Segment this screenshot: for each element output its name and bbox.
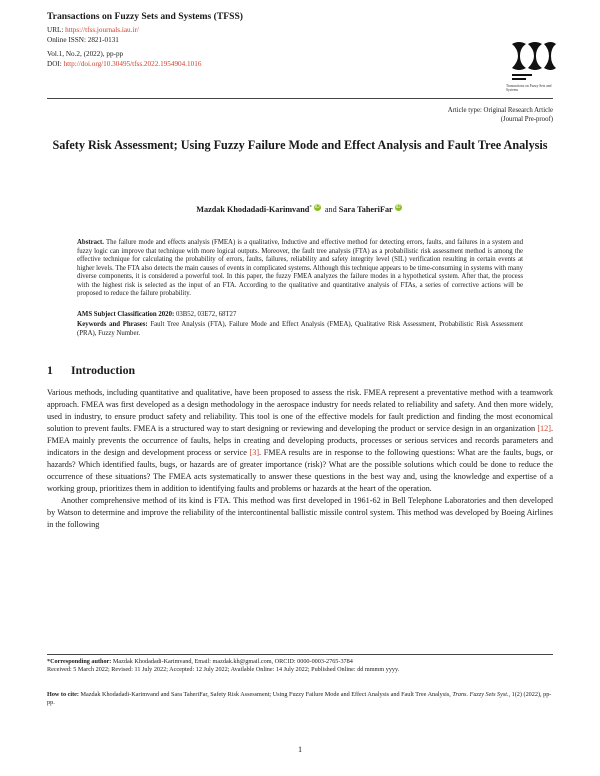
url-label: URL: — [47, 26, 64, 34]
paragraph-2: Another comprehensive method of its kind is FTA. This method was first developed in 1961-62 in Bell Telephone Laboratories and then developed by Watson to determine and improve the reliability of the intercontinental ballistic missile control system. This method was developed by Boeing Airlines in the following — [47, 496, 553, 529]
footnote-rule — [47, 654, 553, 655]
header-rule — [47, 98, 553, 99]
how-to-cite-label: How to cite: — [47, 691, 79, 698]
issn: Online ISSN: 2821-0131 — [47, 36, 119, 44]
keywords-label: Keywords and Phrases: — [77, 321, 148, 328]
citation-12[interactable]: [12] — [537, 424, 551, 433]
article-type-line: Article type: Original Research Article — [447, 107, 553, 114]
keywords-value: Fault Tree Analysis (FTA), Failure Mode and Effect Analysis (FMEA), Qualitative Risk Assessment, Probabilistic Risk Assessment (PRA), Fuzzy Number. — [77, 321, 523, 337]
author-1-name: Mazdak Khodadadi-Karimvand — [196, 205, 310, 214]
corresponding-mark: * — [309, 205, 312, 211]
paragraph-1-part-a: Various methods, including quantitative and qualitative, have been proposed to assess the risk. FMEA represent a preventative method with a teamwork approach. FMEA was first developed as a design methodology in the aerospace industry for needs related to reliability and safety. And then more widely, used in industry, to ensure product safety and reliability. This tool is one of the effective models for fault prediction and finding the most economical solution to prevent faults. FMEA is a structured way to start designing or reviewing and developing the product or service design in an organization — [47, 388, 553, 433]
msc-value: 03B52, 03E72, 68T27 — [175, 311, 237, 318]
body-text — [47, 387, 553, 531]
paragraph-1-part-c: . FMEA results are in response to the following questions: What are the faults, bugs, or hazards? Which identified faults, bugs, or hazards are of greater importance (risk)? What are the possible solutions which could be done to reduce the occurrence of these situations? The FMEA acts systematically to answer these questions in the best way and, using the knowledge and expertise of a working group, prioritizes them in addition to identifying faults and problems or hazards at the heart of the operation. — [47, 448, 554, 493]
article-dates: Received: 5 March 2022; Revised: 11 July 2022; Accepted: 12 July 2022; Available Online: 14 July 2022; Published Online: dd mmmm yyyy. — [47, 665, 400, 673]
volume-info: Vol.1, No.2, (2022), pp-pp — [47, 50, 124, 58]
author-2-name: Sara TaheriFar — [338, 205, 393, 214]
paper-title: Safety Risk Assessment; Using Fuzzy Failure Mode and Effect Analysis and Fault Tree Analysis — [52, 138, 548, 152]
journal-logo — [506, 40, 558, 84]
section-heading — [47, 363, 135, 378]
msc-label: AMS Subject Classification 2020: — [77, 311, 175, 318]
how-to-cite-journal: Trans. Fuzzy Sets Syst., — [452, 691, 511, 698]
how-to-cite-volume: 1(2) (2022), pp-pp. — [47, 691, 552, 706]
journal-url-link[interactable]: https://tfss.journals.iau.ir/ — [65, 26, 139, 34]
paragraph-1 — [47, 387, 553, 495]
corresponding-text: Mazdak Khodadadi-Karimvand, Email: mazdak.kh@gmail.com, ORCID: 0000-0003-2765-3784 — [112, 658, 353, 665]
paragraph-1-part-b: . FMEA mainly prevents the occurrence of faults, helps in creating and developing products, processes or serious services and records parameters and indicators in the design and development process or service — [47, 424, 553, 457]
how-to-cite — [47, 691, 553, 706]
doi-link[interactable]: http://doi.org/10.30495/tfss.2022.1954904.1016 — [63, 60, 202, 68]
footnote — [47, 658, 553, 673]
abstract — [77, 239, 523, 299]
doi-label: DOI: — [47, 60, 62, 68]
corresponding-author — [47, 658, 553, 666]
logo-caption: Transactions on Fuzzy Sets and Systems — [506, 84, 552, 93]
abstract-label: Abstract. — [77, 239, 104, 246]
orcid-icon[interactable]: iD — [395, 204, 401, 210]
doi-line — [47, 59, 201, 69]
article-type — [448, 106, 553, 124]
section-title: Introduction — [71, 363, 136, 377]
journal-url-line — [47, 25, 139, 35]
page-number: 1 — [297, 745, 303, 754]
how-to-cite-text: Mazdak Khodadadi-Karimvand and Sara TaheriFar, Safety Risk Assessment; Using Fuzzy Failure Mode and Effect Analysis and Fault Tree Analysis, — [80, 691, 451, 698]
author-connector: and — [324, 205, 337, 214]
article-status-line: (Journal Pre-proof) — [500, 116, 553, 123]
citation-3[interactable]: [3] — [249, 448, 260, 457]
orcid-icon[interactable]: iD — [314, 204, 320, 210]
journal-title: Transactions on Fuzzy Sets and Systems (TFSS) — [47, 11, 243, 22]
section-number: 1 — [47, 363, 53, 377]
msc-classification — [77, 311, 236, 318]
corresponding-label: *Corresponding author: — [47, 658, 112, 665]
abstract-text: The failure mode and effects analysis (FMEA) is a qualitative, Inductive and effective method for detecting errors, faults, and failures in a system and fuzzy logic can improve that technique with more logical outputs. Moreover, the fault tree analysis (FTA) as a probabilistic risk assessment method is among the effective technique for calculating the probability of errors, faults, failures, reliability and safety integrity level (SIL) verification resulting in certain events at higher levels. The FTA also detects the main causes of events in complicated systems. Although this technique appears to be time-consuming in systems with many diverse components, it is considered a powerful tool. In this paper, the fuzzy FMEA analyzes the failure modes in a hypothetical system. After that, the process with the highest risk is selected as the input of an FTA. According to the qualitative and quantitative analysis of FTAs, a series of corrective actions will be proposed to reduce the failure probability. — [77, 239, 523, 297]
keywords — [77, 321, 523, 338]
author-line — [47, 204, 553, 214]
